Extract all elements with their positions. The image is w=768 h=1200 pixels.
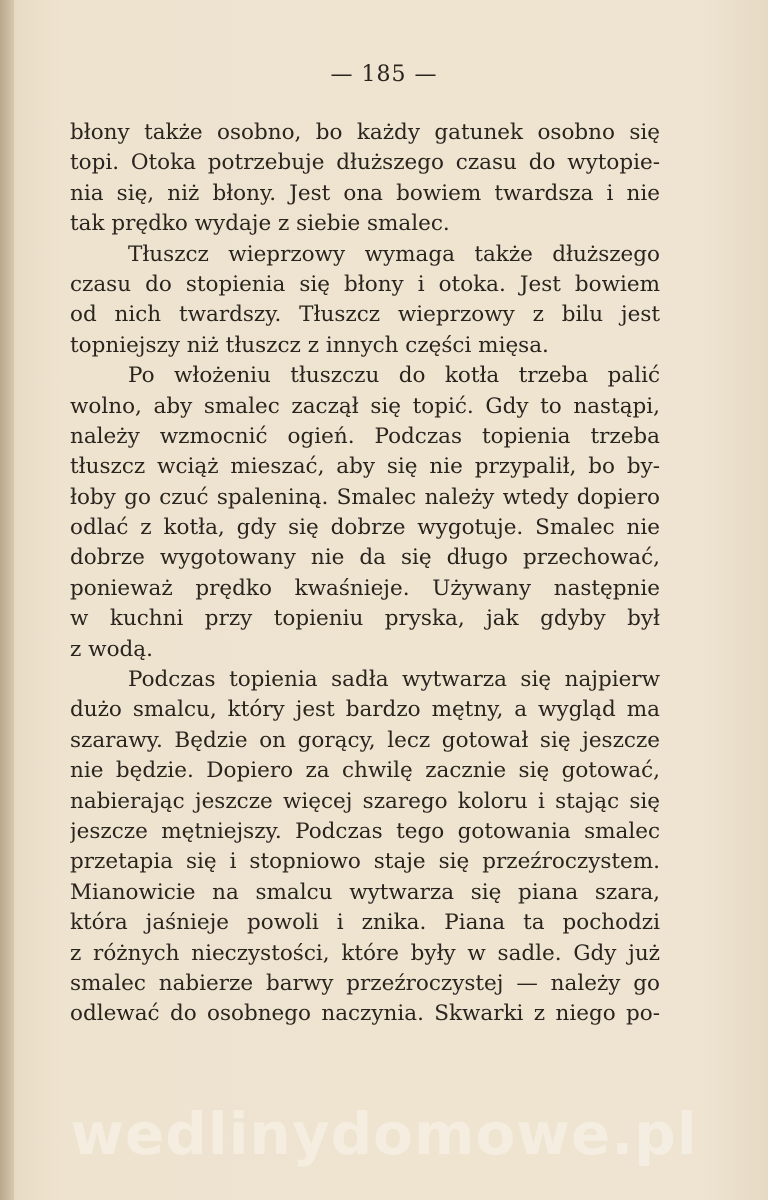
text-line: tłuszcz wciąż mieszać, aby się nie przypalił, bo by- [70, 454, 660, 480]
text-line: należy wzmocnić ogień. Podczas topienia trzeba [70, 423, 660, 449]
text-line: dużo smalcu, który jest bardzo mętny, a wygląd ma [70, 697, 660, 723]
text-line: w kuchni przy topieniu pryska, jak gdyby był [70, 606, 660, 632]
page-number: — 185 — [330, 62, 438, 87]
text-line: Mianowicie na smalcu wytwarza się piana szara, [70, 879, 660, 905]
page-binding-edge [0, 0, 14, 1200]
text-line: ponieważ prędko kwaśnieje. Używany następnie [70, 575, 660, 601]
text-line: z różnych nieczystości, które były w sadle. Gdy już [70, 940, 660, 966]
text-line: jeszcze mętniejszy. Podczas tego gotowania smalec [70, 818, 660, 844]
text-line: błony także osobno, bo każdy gatunek osobno się [70, 120, 660, 145]
text-line: nia się, niż błony. Jest ona bowiem twardsza i nie [70, 180, 660, 206]
text-line: odlać z kotła, gdy się dobrze wygotuje. Smalec nie [70, 515, 660, 541]
text-line: Podczas topienia sadła wytwarza się najpierw [128, 667, 660, 693]
text-line: tak prędko wydaje z siebie smalec. [70, 211, 450, 237]
text-line: z wodą. [70, 636, 153, 662]
text-line: która jaśnieje powoli i znika. Piana ta pochodzi [70, 910, 660, 936]
text-line: od nich twardszy. Tłuszcz wieprzowy z bilu jest [70, 302, 660, 328]
text-line: Po włożeniu tłuszczu do kotła trzeba palić [128, 363, 660, 389]
watermark: wedlinydomowe.pl [70, 1100, 698, 1168]
text-line: smalec nabierze barwy przeźroczystej — należy go [70, 970, 660, 996]
text-line: czasu do stopienia się błony i otoka. Jest bowiem [70, 271, 660, 297]
text-line: przetapia się i stopniowo staje się przeźroczystem. [70, 849, 660, 875]
text-line: Tłuszcz wieprzowy wymaga także dłuższego [128, 241, 660, 267]
text-line: dobrze wygotowany nie da się długo przechować, [70, 545, 660, 571]
text-line: topi. Otoka potrzebuje dłuższego czasu do wytopie- [70, 150, 660, 176]
text-line: nabierając jeszcze więcej szarego koloru i stając się [70, 788, 660, 814]
text-line: szarawy. Będzie on gorący, lecz gotował się jeszcze [70, 727, 660, 753]
text-line: łoby go czuć spaleniną. Smalec należy wtedy dopiero [70, 484, 660, 510]
text-line: nie będzie. Dopiero za chwilę zacznie się gotować, [70, 758, 660, 784]
text-line: wolno, aby smalec zaczął się topić. Gdy to nastąpi, [70, 393, 660, 419]
text-line: odlewać do osobnego naczynia. Skwarki z niego po- [70, 1001, 660, 1027]
body-text [70, 118, 660, 1030]
text-line: topniejszy niż tłuszcz z innych części mięsa. [70, 332, 549, 358]
